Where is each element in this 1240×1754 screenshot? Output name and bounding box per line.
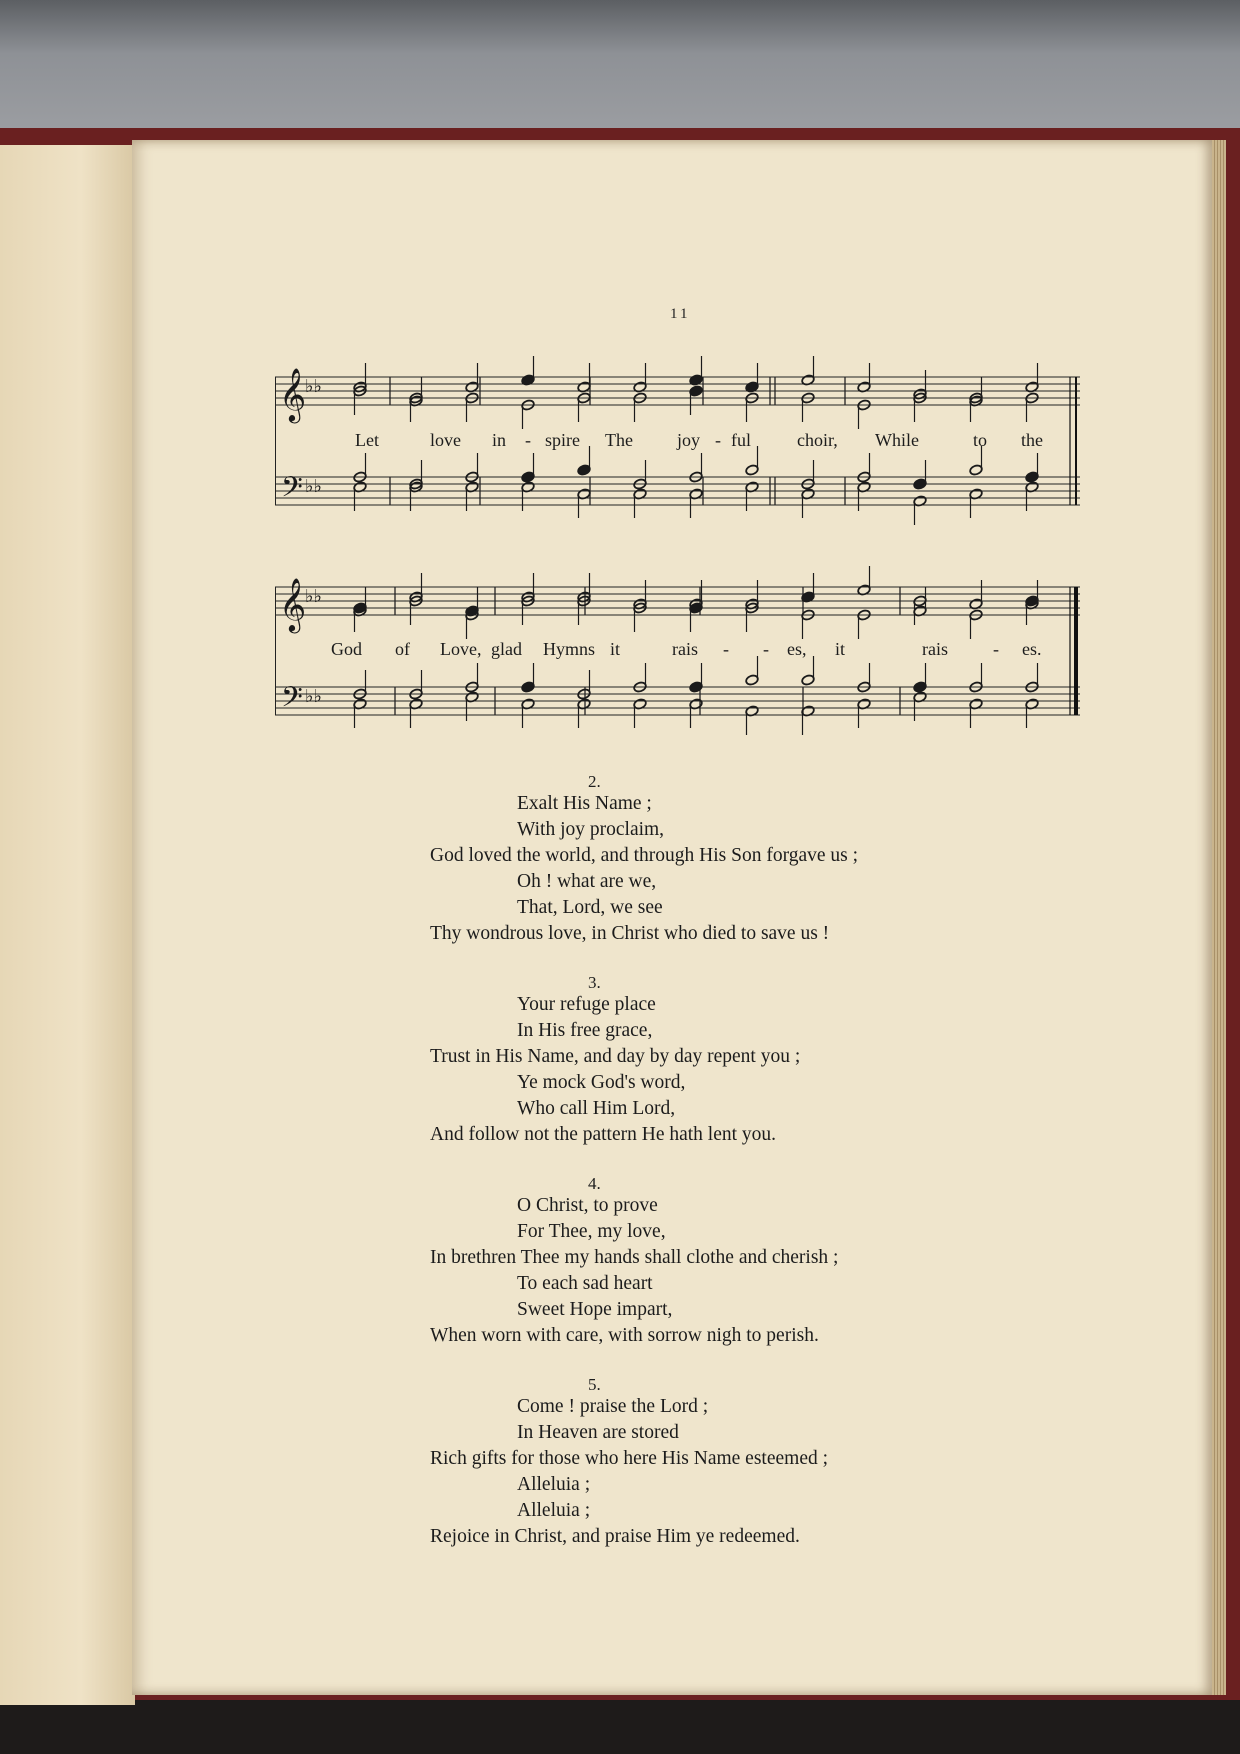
lyric-syllable: choir, bbox=[797, 430, 838, 450]
verse-line: Exalt His Name ; bbox=[517, 793, 652, 814]
lyric-syllable: The bbox=[605, 430, 633, 450]
verse-line: In brethren Thee my hands shall clothe and cherish ; bbox=[430, 1247, 839, 1268]
verse-number: 4. bbox=[588, 1174, 601, 1193]
lyric-syllable: rais bbox=[672, 639, 698, 659]
lyric-syllable: ful bbox=[731, 430, 751, 450]
lyric-syllable: While bbox=[875, 430, 919, 450]
verse-line: God loved the world, and through His Son forgave us ; bbox=[430, 845, 859, 866]
lyric-syllable: in bbox=[492, 430, 507, 450]
verse-number: 2. bbox=[588, 772, 601, 791]
lyric-syllable: joy bbox=[677, 430, 701, 450]
verse-line: Come ! praise the Lord ; bbox=[517, 1396, 709, 1417]
key-signature: ♭♭ bbox=[305, 476, 322, 497]
lyric-syllable: spire bbox=[545, 430, 580, 450]
lyric-syllable: - bbox=[763, 639, 769, 659]
verse-line: Rejoice in Christ, and praise Him ye redeemed. bbox=[430, 1526, 800, 1547]
verse-line: Alleluia ; bbox=[517, 1500, 591, 1521]
lyric-syllable: es. bbox=[1022, 639, 1042, 659]
lyric-syllable: it bbox=[610, 639, 621, 659]
verse-line: To each sad heart bbox=[517, 1273, 653, 1294]
key-signature: ♭♭ bbox=[305, 686, 322, 707]
key-signature: ♭♭ bbox=[305, 376, 322, 397]
lyric-syllable: to bbox=[973, 430, 988, 450]
key-signature: ♭♭ bbox=[305, 586, 322, 607]
treble-clef: 𝄞 bbox=[279, 367, 307, 421]
lyric-syllable: Hymns bbox=[543, 639, 596, 659]
verse-line: With joy proclaim, bbox=[517, 819, 665, 840]
lyric-syllable: glad bbox=[491, 639, 522, 659]
verse-number: 3. bbox=[588, 973, 601, 992]
treble-clef: 𝄞 bbox=[279, 577, 307, 631]
verse-line: Sweet Hope impart, bbox=[517, 1299, 673, 1320]
page-number: 11 bbox=[670, 306, 691, 322]
verse-number: 5. bbox=[588, 1375, 601, 1394]
lyric-syllable: - bbox=[723, 639, 729, 659]
lyric-syllable: rais bbox=[922, 639, 948, 659]
lyric-syllable: it bbox=[835, 639, 846, 659]
lyric-syllable: God bbox=[331, 639, 362, 659]
verse-line: Alleluia ; bbox=[517, 1474, 591, 1495]
verse-line: Who call Him Lord, bbox=[517, 1098, 676, 1119]
verse-line: Oh ! what are we, bbox=[517, 871, 657, 892]
lyric-syllable: - bbox=[993, 639, 999, 659]
verse-line: Your refuge place bbox=[517, 994, 656, 1015]
verse-line: Ye mock God's word, bbox=[517, 1072, 686, 1093]
lyric-syllable: - bbox=[525, 430, 531, 450]
verse-line: When worn with care, with sorrow nigh to perish. bbox=[430, 1325, 819, 1346]
verse-line: Thy wondrous love, in Christ who died to save us ! bbox=[430, 923, 830, 944]
verse-line: That, Lord, we see bbox=[517, 897, 663, 918]
verse-line: O Christ, to prove bbox=[517, 1195, 658, 1216]
lyric-syllable: es, bbox=[787, 639, 807, 659]
lyric-syllable: Let bbox=[355, 430, 379, 450]
verse-line: In His free grace, bbox=[517, 1020, 653, 1041]
lyric-syllable: of bbox=[395, 639, 410, 659]
lyric-syllable: Love, bbox=[440, 639, 482, 659]
verse-line: Trust in His Name, and day by day repent you ; bbox=[430, 1046, 801, 1067]
verse-line: For Thee, my love, bbox=[517, 1221, 666, 1242]
lyric-syllable: - bbox=[715, 430, 721, 450]
verse-line: Rich gifts for those who here His Name esteemed ; bbox=[430, 1448, 829, 1469]
bass-clef: 𝄢 bbox=[281, 681, 303, 721]
verse-line: In Heaven are stored bbox=[517, 1422, 679, 1443]
lyric-syllable: the bbox=[1021, 430, 1043, 450]
bass-clef: 𝄢 bbox=[281, 471, 303, 511]
verse-line: And follow not the pattern He hath lent you. bbox=[430, 1124, 777, 1145]
lyric-syllable: love bbox=[430, 430, 461, 450]
